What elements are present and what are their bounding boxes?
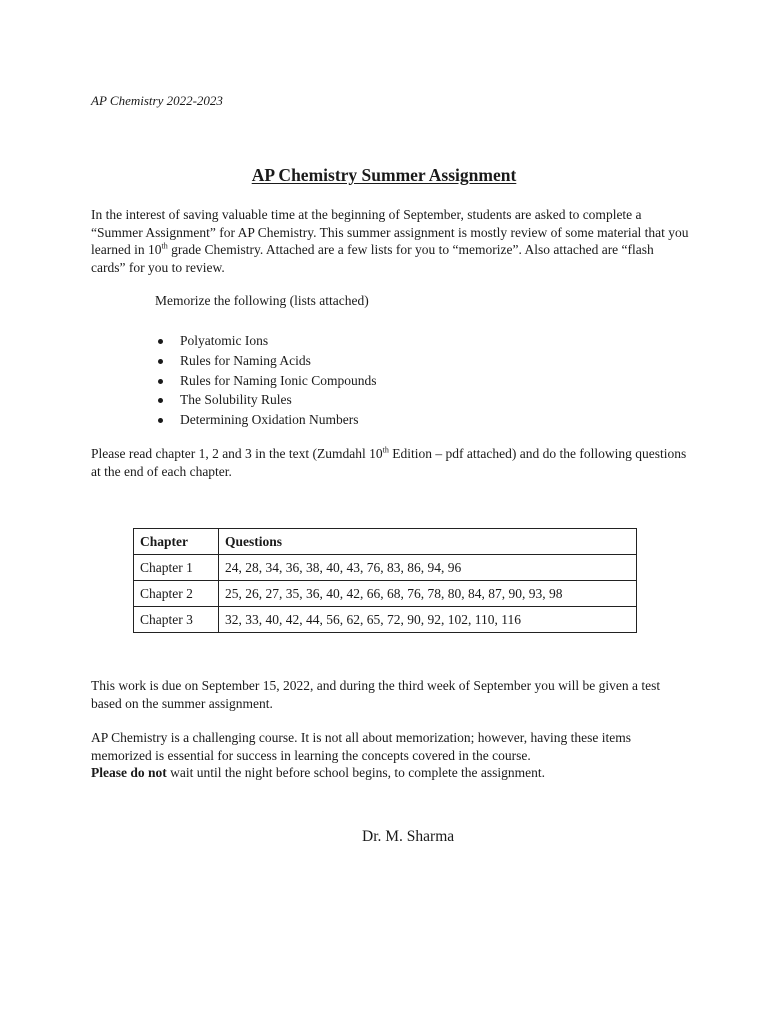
bullet-icon [158, 418, 163, 423]
table-header-row [134, 529, 637, 555]
memorize-heading: Memorize the following (lists attached) [155, 293, 369, 308]
bullet-icon [158, 379, 163, 384]
reading-superscript: th [382, 445, 389, 455]
list-item-label: Polyatomic Ions [180, 333, 269, 348]
intro-superscript: th [161, 241, 168, 251]
reading-paragraph [91, 445, 691, 480]
table-row [134, 555, 637, 581]
table-cell-questions: 32, 33, 40, 42, 44, 56, 62, 65, 72, 90, 92, 102, 110, 116 [219, 607, 637, 633]
list-item-label: Rules for Naming Ionic Compounds [180, 372, 377, 388]
warning-paragraph [91, 764, 691, 782]
intro-paragraph [91, 206, 691, 276]
table-cell-chapter: Chapter 2 [134, 581, 219, 607]
list-item-label: Determining Oxidation Numbers [180, 412, 359, 428]
warning-bold-text: Please do not [91, 765, 167, 780]
list-item-label: The Solubility Rules [180, 392, 292, 408]
list-item [155, 351, 376, 371]
course-year-header: AP Chemistry 2022-2023 [91, 93, 223, 108]
list-item [155, 410, 376, 430]
column-header-chapter: Chapter [134, 529, 219, 555]
table-cell-chapter: Chapter 1 [134, 555, 219, 581]
table-row [134, 581, 637, 607]
challenge-paragraph: AP Chemistry is a challenging course. It is not all about memorization; however, having these items memorized is essential for success in learning the concepts covered in the course. [91, 730, 631, 763]
list-item-label: Rules for Naming Acids [180, 352, 311, 368]
list-item [155, 331, 376, 351]
bullet-icon [158, 359, 163, 364]
list-item [155, 371, 376, 391]
column-header-questions: Questions [219, 529, 637, 555]
memorize-list [155, 331, 376, 430]
warning-text: wait until the night before school begins, to complete the assignment. [166, 765, 546, 780]
list-item [155, 390, 376, 410]
intro-text-part2: grade Chemistry. Attached are a few lists for you to “memorize”. Also attached are “flash cards” for you to review. [91, 242, 654, 275]
questions-table [133, 528, 637, 633]
page-title: AP Chemistry Summer Assignment [251, 165, 517, 185]
table-cell-questions: 25, 26, 27, 35, 36, 40, 42, 66, 68, 76, 78, 80, 84, 87, 90, 93, 98 [219, 581, 637, 607]
reading-text-part1: Please read chapter 1, 2 and 3 in the text (Zumdahl 10 [91, 446, 383, 461]
table-cell-chapter: Chapter 3 [134, 607, 219, 633]
table-row [134, 607, 637, 633]
intro-text-part1: In the interest of saving valuable time at the beginning of September, students are asked to complete a “Summer Assignment” for AP Chemistry. This summer assignment is mostly review of some material that you learned in 10 [91, 207, 689, 257]
reading-text-part2: Edition – pdf attached) and do the following questions at the end of each chapter. [91, 446, 687, 479]
signature: Dr. M. Sharma [362, 828, 455, 845]
table-cell-questions: 24, 28, 34, 36, 38, 40, 43, 76, 83, 86, 94, 96 [219, 555, 637, 581]
bullet-icon [158, 339, 163, 344]
bullet-icon [158, 398, 163, 403]
due-date-paragraph: This work is due on September 15, 2022, and during the third week of September you will be given a test based on the summer assignment. [91, 678, 661, 711]
